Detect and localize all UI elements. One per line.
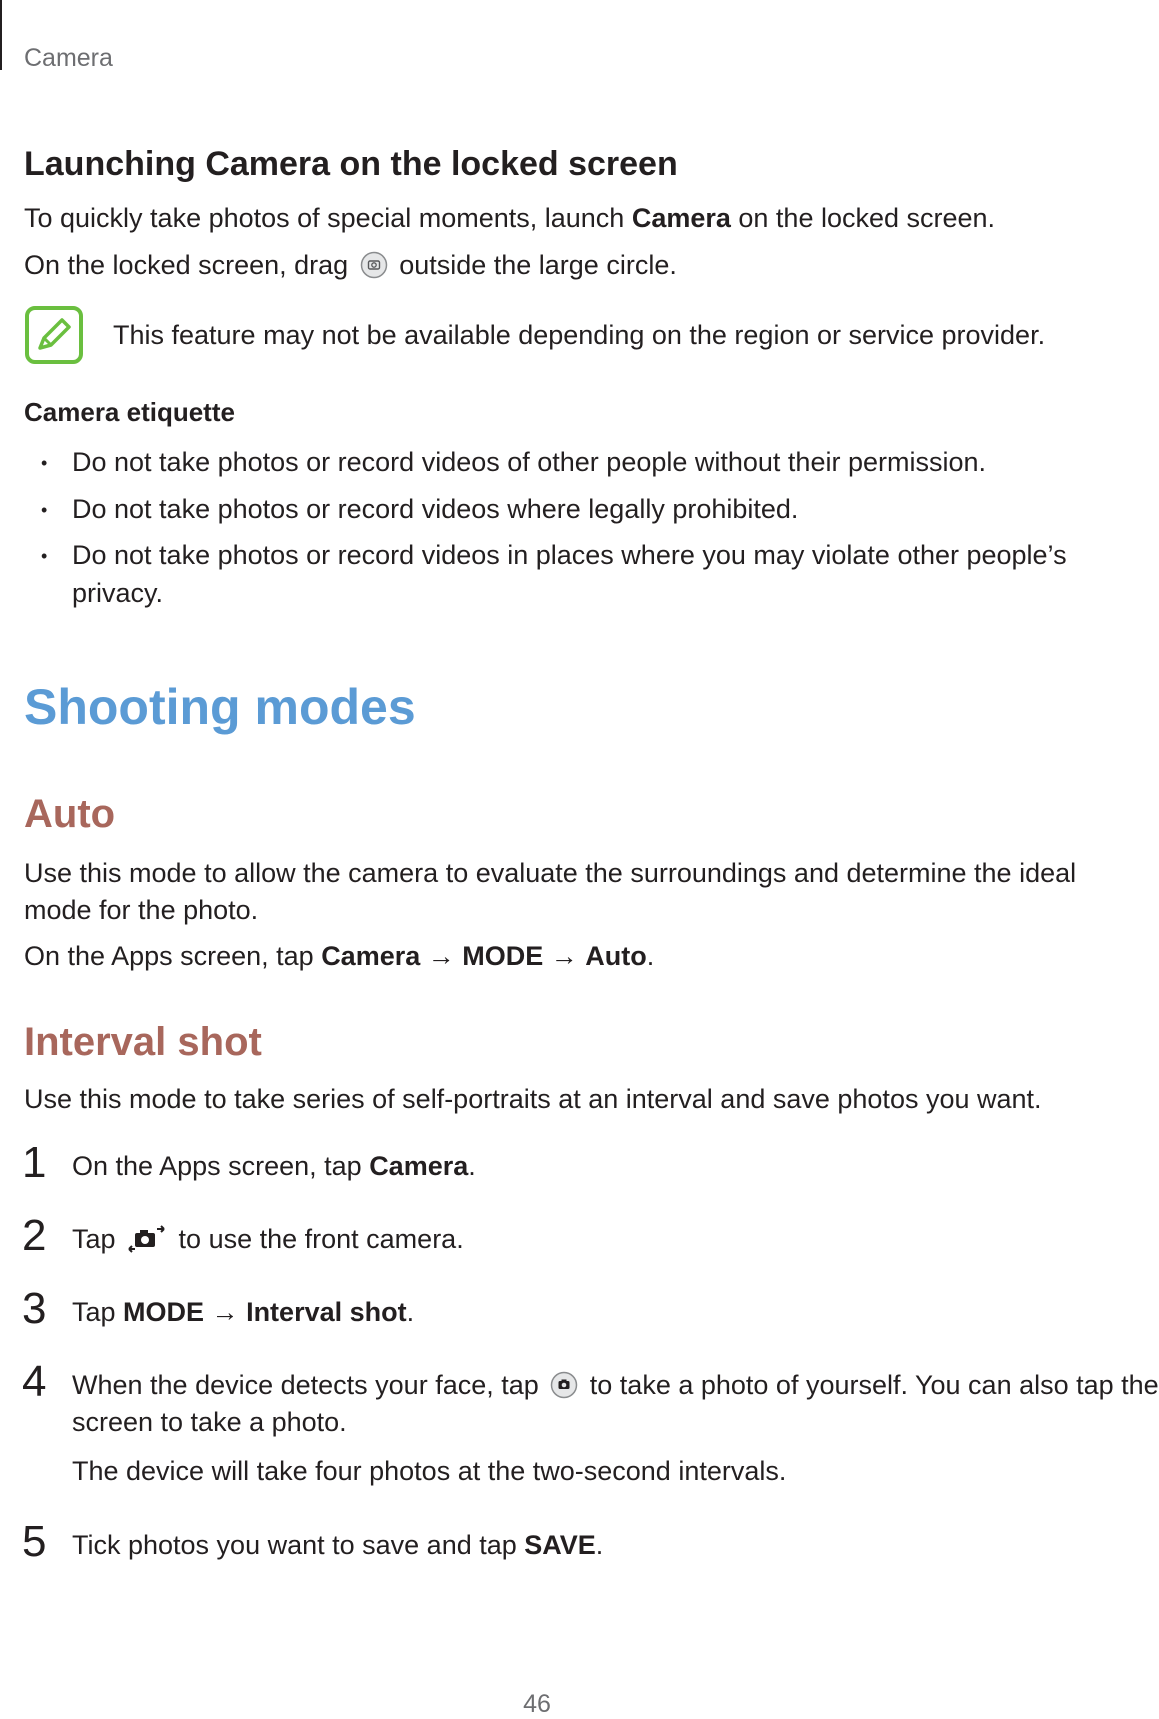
text: on the locked screen. <box>730 203 996 233</box>
arrow: → <box>543 941 586 971</box>
etiquette-item: Do not take photos or record videos of other people without their permission. <box>72 447 987 477</box>
etiquette-item: Do not take photos or record videos in places where you may violate other people’s <box>72 540 1067 570</box>
step-number: 4 <box>22 1357 47 1406</box>
step-text <box>72 1147 476 1185</box>
step-text <box>72 1220 464 1263</box>
bold-camera: Camera <box>369 1151 469 1181</box>
step-number: 2 <box>22 1211 47 1260</box>
text: outside the large circle. <box>391 250 677 280</box>
bold-mode: MODE <box>462 941 544 971</box>
text: On the Apps screen, tap <box>24 941 322 971</box>
step-text <box>72 1293 414 1331</box>
paragraph-drag <box>24 246 677 289</box>
interval-description: Use this mode to take series of self-portraits at an interval and save photos you want. <box>24 1084 1042 1114</box>
text: Tick photos you want to save and tap <box>72 1530 525 1560</box>
auto-description-continued: mode for the photo. <box>24 895 259 925</box>
text: . <box>646 941 655 971</box>
text: On the locked screen, drag <box>24 250 356 280</box>
text: . <box>595 1530 604 1560</box>
camera-lock-icon <box>360 251 388 289</box>
bold-camera: Camera <box>321 941 421 971</box>
bullet-dot: • <box>41 546 48 566</box>
page-number: 46 <box>523 1690 551 1718</box>
paragraph-launch <box>24 199 995 237</box>
note-text: This feature may not be available depending on the region or service provider. <box>113 320 1046 350</box>
bold-interval-shot: Interval shot <box>246 1297 407 1327</box>
arrow: → <box>420 941 463 971</box>
text: to take a photo of yourself. You can also tap the <box>582 1370 1159 1400</box>
bold-auto: Auto <box>585 941 647 971</box>
subsection-title-auto: Auto <box>24 792 116 836</box>
chapter-title-shooting-modes: Shooting modes <box>24 679 416 735</box>
etiquette-title: Camera etiquette <box>24 397 235 427</box>
text: to use the front camera. <box>171 1224 464 1254</box>
step-text <box>72 1526 603 1564</box>
bullet-dot: • <box>41 453 48 473</box>
section-title-locked-screen: Launching Camera on the locked screen <box>24 145 678 183</box>
auto-menu-path <box>24 937 654 975</box>
bold-mode: MODE <box>123 1297 205 1327</box>
switch-camera-icon <box>127 1225 167 1263</box>
text: . <box>406 1297 415 1327</box>
auto-description: Use this mode to allow the camera to evaluate the surroundings and determine the ideal <box>24 858 1077 888</box>
step-number: 1 <box>22 1138 47 1187</box>
note-icon <box>24 305 84 370</box>
step-number: 5 <box>22 1517 47 1566</box>
text: Tap <box>72 1224 124 1254</box>
header-rule <box>0 0 2 70</box>
etiquette-item-continued: privacy. <box>72 578 164 608</box>
bold-save: SAVE <box>524 1530 596 1560</box>
text: To quickly take photos of special moments, launch <box>24 203 632 233</box>
bold-camera: Camera <box>631 203 731 233</box>
subsection-title-interval-shot: Interval shot <box>24 1020 262 1064</box>
text: When the device detects your face, tap <box>72 1370 547 1400</box>
step-note: The device will take four photos at the two-second intervals. <box>72 1456 787 1486</box>
etiquette-item: Do not take photos or record videos where legally prohibited. <box>72 494 799 524</box>
step-text-continued: screen to take a photo. <box>72 1407 347 1437</box>
bullet-dot: • <box>41 500 48 520</box>
step-number: 3 <box>22 1284 47 1333</box>
text: On the Apps screen, tap <box>72 1151 370 1181</box>
shutter-button-icon <box>550 1371 578 1409</box>
arrow: → <box>204 1297 247 1327</box>
text: . <box>468 1151 476 1181</box>
running-head: Camera <box>24 44 113 72</box>
text: Tap <box>72 1297 124 1327</box>
